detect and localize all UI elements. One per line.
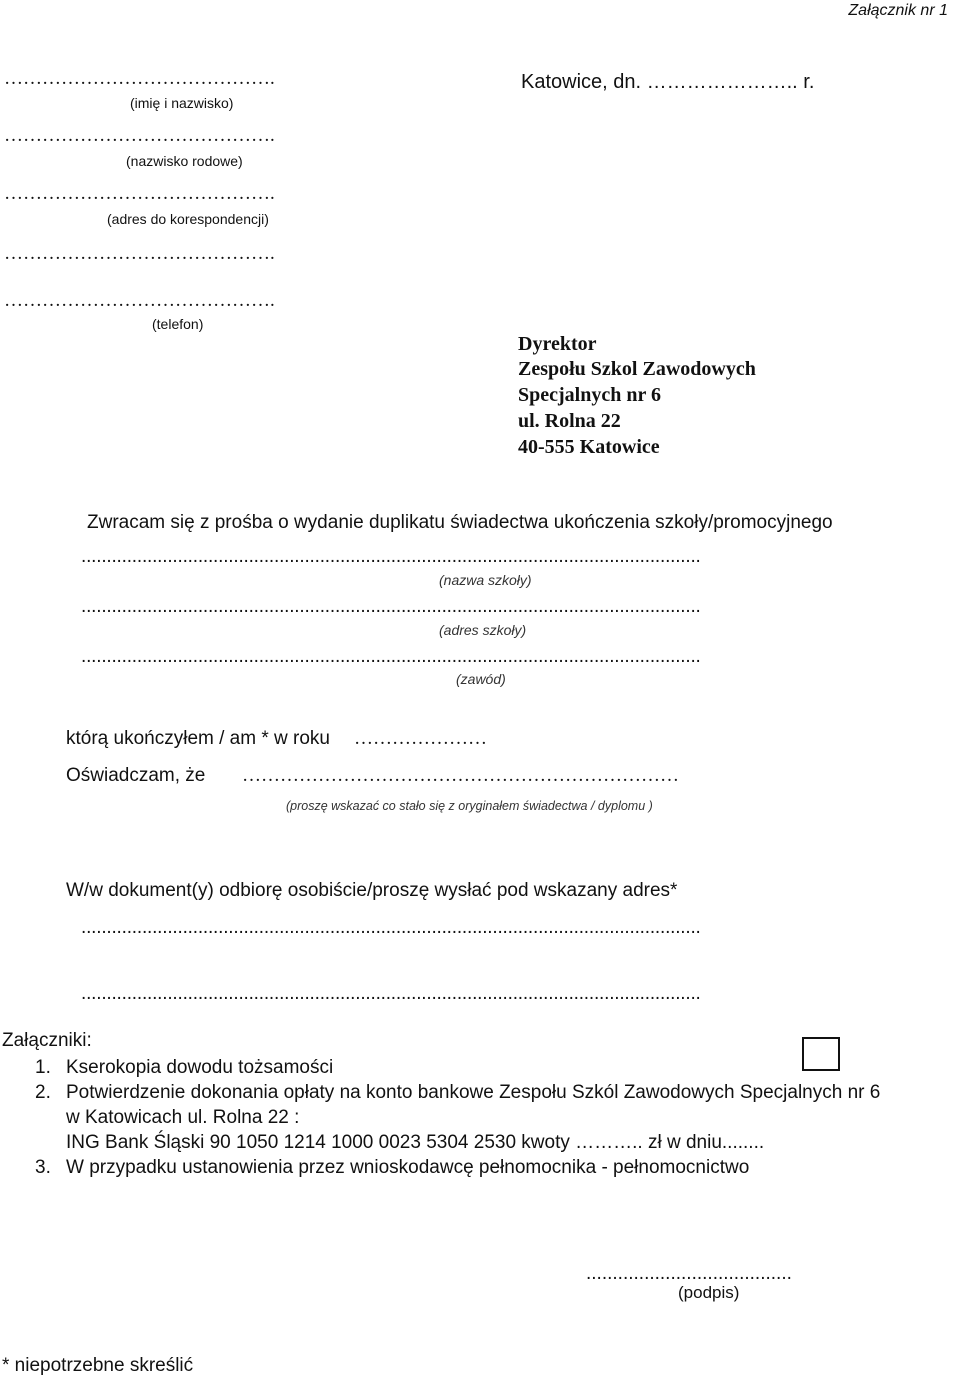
attachment-item-2: Potwierdzenie dokonania opłaty na konto bankowe Zespołu Szkól Zawodowych Specjalnych nr 6 <box>66 1082 881 1103</box>
attachment-num-1: 1. <box>35 1057 51 1078</box>
recipient-city: 40-555 Katowice <box>518 436 660 458</box>
school-address-field[interactable]: .......................................................................................................................... <box>81 596 701 617</box>
profession-caption: (zawód) <box>456 671 506 687</box>
recipient-school: Zespołu Szkol Zawodowych <box>518 358 756 380</box>
completion-year-field[interactable]: ………………… <box>354 728 487 749</box>
recipient-school-cont: Specjalnych nr 6 <box>518 384 661 406</box>
phone-field[interactable]: ……………………………………. <box>4 290 275 311</box>
name-caption: (imię i nazwisko) <box>130 95 234 111</box>
signature-caption: (podpis) <box>678 1283 740 1302</box>
attachment-num-3: 3. <box>35 1157 51 1178</box>
attachment-item-2-cont: w Katowicach ul. Rolna 22 : <box>66 1107 300 1128</box>
delivery-label: W/w dokument(y) odbiorę osobiście/proszę wysłać pod wskazany adres* <box>66 880 678 901</box>
annex-label: Załącznik nr 1 <box>848 2 948 19</box>
declaration-field[interactable]: …………………………………………………………… <box>242 765 679 786</box>
school-name-field[interactable]: .......................................................................................................................... <box>81 546 701 567</box>
attachment-item-3: W przypadku ustanowienia przez wnioskodawcę pełnomocnika - pełnomocnictwo <box>66 1157 750 1178</box>
profession-field[interactable]: .......................................................................................................................... <box>81 646 701 667</box>
address-field-1[interactable]: ……………………………………. <box>4 183 275 204</box>
maiden-name-field[interactable]: ……………………………………. <box>4 125 275 146</box>
signature-field[interactable]: ....................................... <box>586 1263 792 1284</box>
attachment-num-2: 2. <box>35 1082 51 1103</box>
attachments-heading: Załączniki: <box>2 1030 92 1051</box>
delivery-address-field-1[interactable]: .......................................................................................................................... <box>81 917 701 938</box>
place-date[interactable]: Katowice, dn. ………………….. r. <box>521 71 815 93</box>
declaration-label: Oświadczam, że <box>66 765 206 786</box>
maiden-name-caption: (nazwisko rodowe) <box>126 153 243 169</box>
attachment-item-1: Kserokopia dowodu tożsamości <box>66 1057 334 1078</box>
delivery-address-field-2[interactable]: .......................................................................................................................... <box>81 983 701 1004</box>
declaration-caption: (proszę wskazać co stało się z oryginałem świadectwa / dyplomu ) <box>286 799 653 813</box>
completion-label: którą ukończyłem / am * w roku <box>66 728 330 749</box>
recipient-title: Dyrektor <box>518 333 597 355</box>
address-caption: (adres do korespondencji) <box>107 211 269 227</box>
address-field-2[interactable]: ……………………………………. <box>4 243 275 264</box>
footnote: * niepotrzebne skreślić <box>2 1355 194 1376</box>
recipient-street: ul. Rolna 22 <box>518 410 621 432</box>
school-name-caption: (nazwa szkoły) <box>439 572 532 588</box>
attachment-item-2-bank[interactable]: ING Bank Śląski 90 1050 1214 1000 0023 5304 2530 kwoty ……….. zł w dniu........ <box>66 1132 765 1153</box>
attachment-checkbox[interactable] <box>802 1037 840 1071</box>
name-field[interactable]: ……………………………………. <box>4 68 275 89</box>
school-address-caption: (adres szkoły) <box>439 622 527 638</box>
phone-caption: (telefon) <box>152 316 204 332</box>
request-intro: Zwracam się z prośba o wydanie duplikatu świadectwa ukończenia szkoły/promocyjnego <box>87 512 833 533</box>
